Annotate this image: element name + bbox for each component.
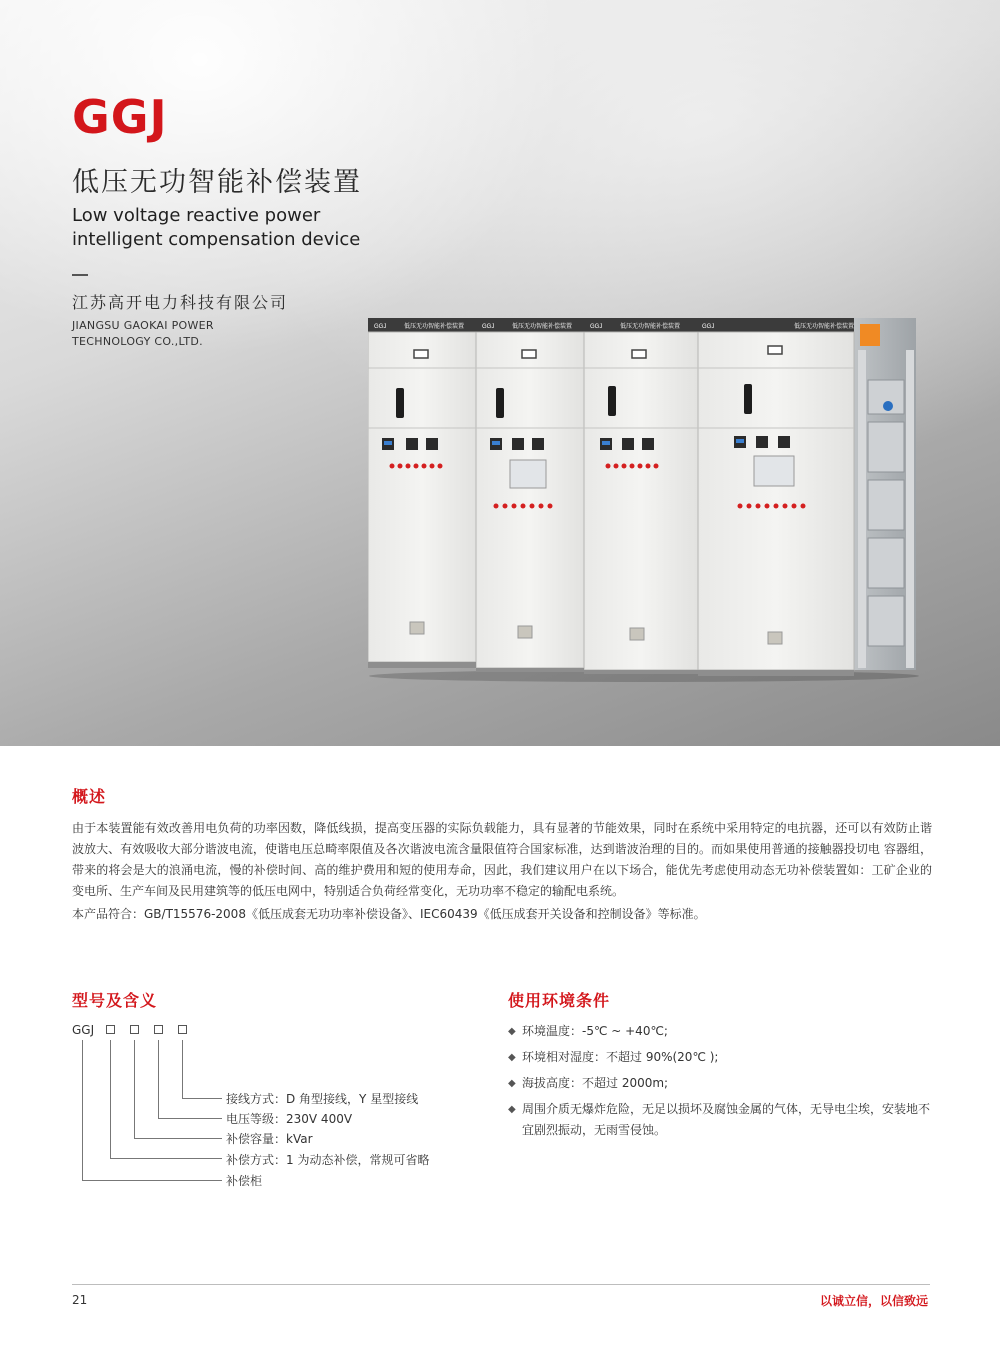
svg-text:GGJ: GGJ [482,324,495,330]
model-box-3 [154,1025,163,1034]
svg-text:低压无功智能补偿装置: 低压无功智能补偿装置 [404,324,465,330]
model-label-mode: 补偿方式：1 为动态补偿，常规可省略 [226,1153,430,1167]
connector-line [134,1138,222,1139]
connector-line [82,1040,83,1180]
model-label-cabinet: 补偿柜 [226,1174,263,1188]
overview-paragraph: 由于本装置能有效改善用电负荷的功率因数，降低线损，提高变压器的实际负载能力，具有显著的节能效果，同时在系统中采用特定的电抗器，还可以有效防止谐波放大、有效吸收大部分谐波电流，使谐电压总畸率限值及各次谐波电流含量限值符合国家标准，达到谐波治理的目的。而如果使用普通的接触器投切电 容器组，带来的将会是大的浪涌电流，慢的补偿时间、高的维护费用和短的使用寿命，因此，我们建议用户在以下场合，能优先考虑使用动态无功补偿装置如：工矿企业的变电所、生产车间及民用建筑等的低压电网中，特别适合负荷经常变化，无功功率不稳定的输配电系统。 [72,821,932,898]
connector-line [110,1040,111,1158]
connector-line [158,1040,159,1118]
diamond-bullet-icon: ◆ [508,1026,516,1037]
svg-text:GGJ: GGJ [590,324,603,330]
model-label-voltage: 电压等级：230V 400V [226,1112,353,1126]
env-item-medium: ◆ 周围介质无爆炸危险，无足以损坏及腐蚀金属的气体，无导电尘埃，安装地不宜剧烈振动，无雨雪侵蚀。 [508,1099,934,1141]
product-model-title: GGJ [72,90,168,144]
page-number: 21 [72,1293,88,1307]
diamond-bullet-icon: ◆ [508,1104,516,1115]
connector-line [158,1118,222,1119]
env-item-altitude: ◆ 海拔高度：不超过 2000m; [508,1073,938,1094]
model-box-2 [130,1025,139,1034]
standards-paragraph: 本产品符合：GB/T15576-2008《低压成套无功功率补偿设备》、IEC60439《低压成套开关设备和控制设备》等标准。 [72,907,706,921]
divider-dash [72,274,88,276]
connector-line [182,1098,222,1099]
model-label-wiring: 接线方式：D 角型接线，Y 星型接线 [226,1092,419,1106]
company-name-en: JIANGSU GAOKAI POWER TECHNOLOGY CO.,LTD. [72,319,214,348]
svg-text:低压无功智能补偿装置: 低压无功智能补偿装置 [512,324,573,330]
svg-text:GGJ: GGJ [702,324,715,330]
model-title: 型号及含义 [72,991,158,1010]
connector-line [134,1040,135,1138]
product-name-cn: 低压无功智能补偿装置 [72,167,362,198]
environment-title: 使用环境条件 [508,991,611,1010]
connector-line [82,1180,222,1181]
svg-text:GGJ: GGJ [374,324,387,330]
env-item-temperature: ◆ 环境温度：-5℃ ~ +40℃; [508,1021,938,1042]
cabinet-group [368,318,854,676]
svg-text:低压无功智能补偿装置: 低压无功智能补偿装置 [794,324,855,330]
product-name-en: Low voltage reactive power intelligent compensation device [72,205,361,250]
connector-line [182,1040,183,1098]
company-slogan: 以诚立信，以信致远 [819,1294,928,1308]
model-box-1 [106,1025,115,1034]
company-name-cn: 江苏高开电力科技有限公司 [72,293,289,312]
model-code: GGJ [72,1023,95,1037]
env-item-humidity: ◆ 环境相对湿度：不超过 90%(20℃ ); [508,1047,938,1068]
diamond-bullet-icon: ◆ [508,1078,516,1089]
svg-text:低压无功智能补偿装置: 低压无功智能补偿装置 [620,324,681,330]
model-label-capacity: 补偿容量：kVar [226,1132,313,1146]
diamond-bullet-icon: ◆ [508,1052,516,1063]
model-box-4 [178,1025,187,1034]
connector-line [110,1158,222,1159]
overview-title: 概述 [72,787,107,806]
cabinet-product-image [368,310,920,682]
footer-divider [72,1284,930,1285]
